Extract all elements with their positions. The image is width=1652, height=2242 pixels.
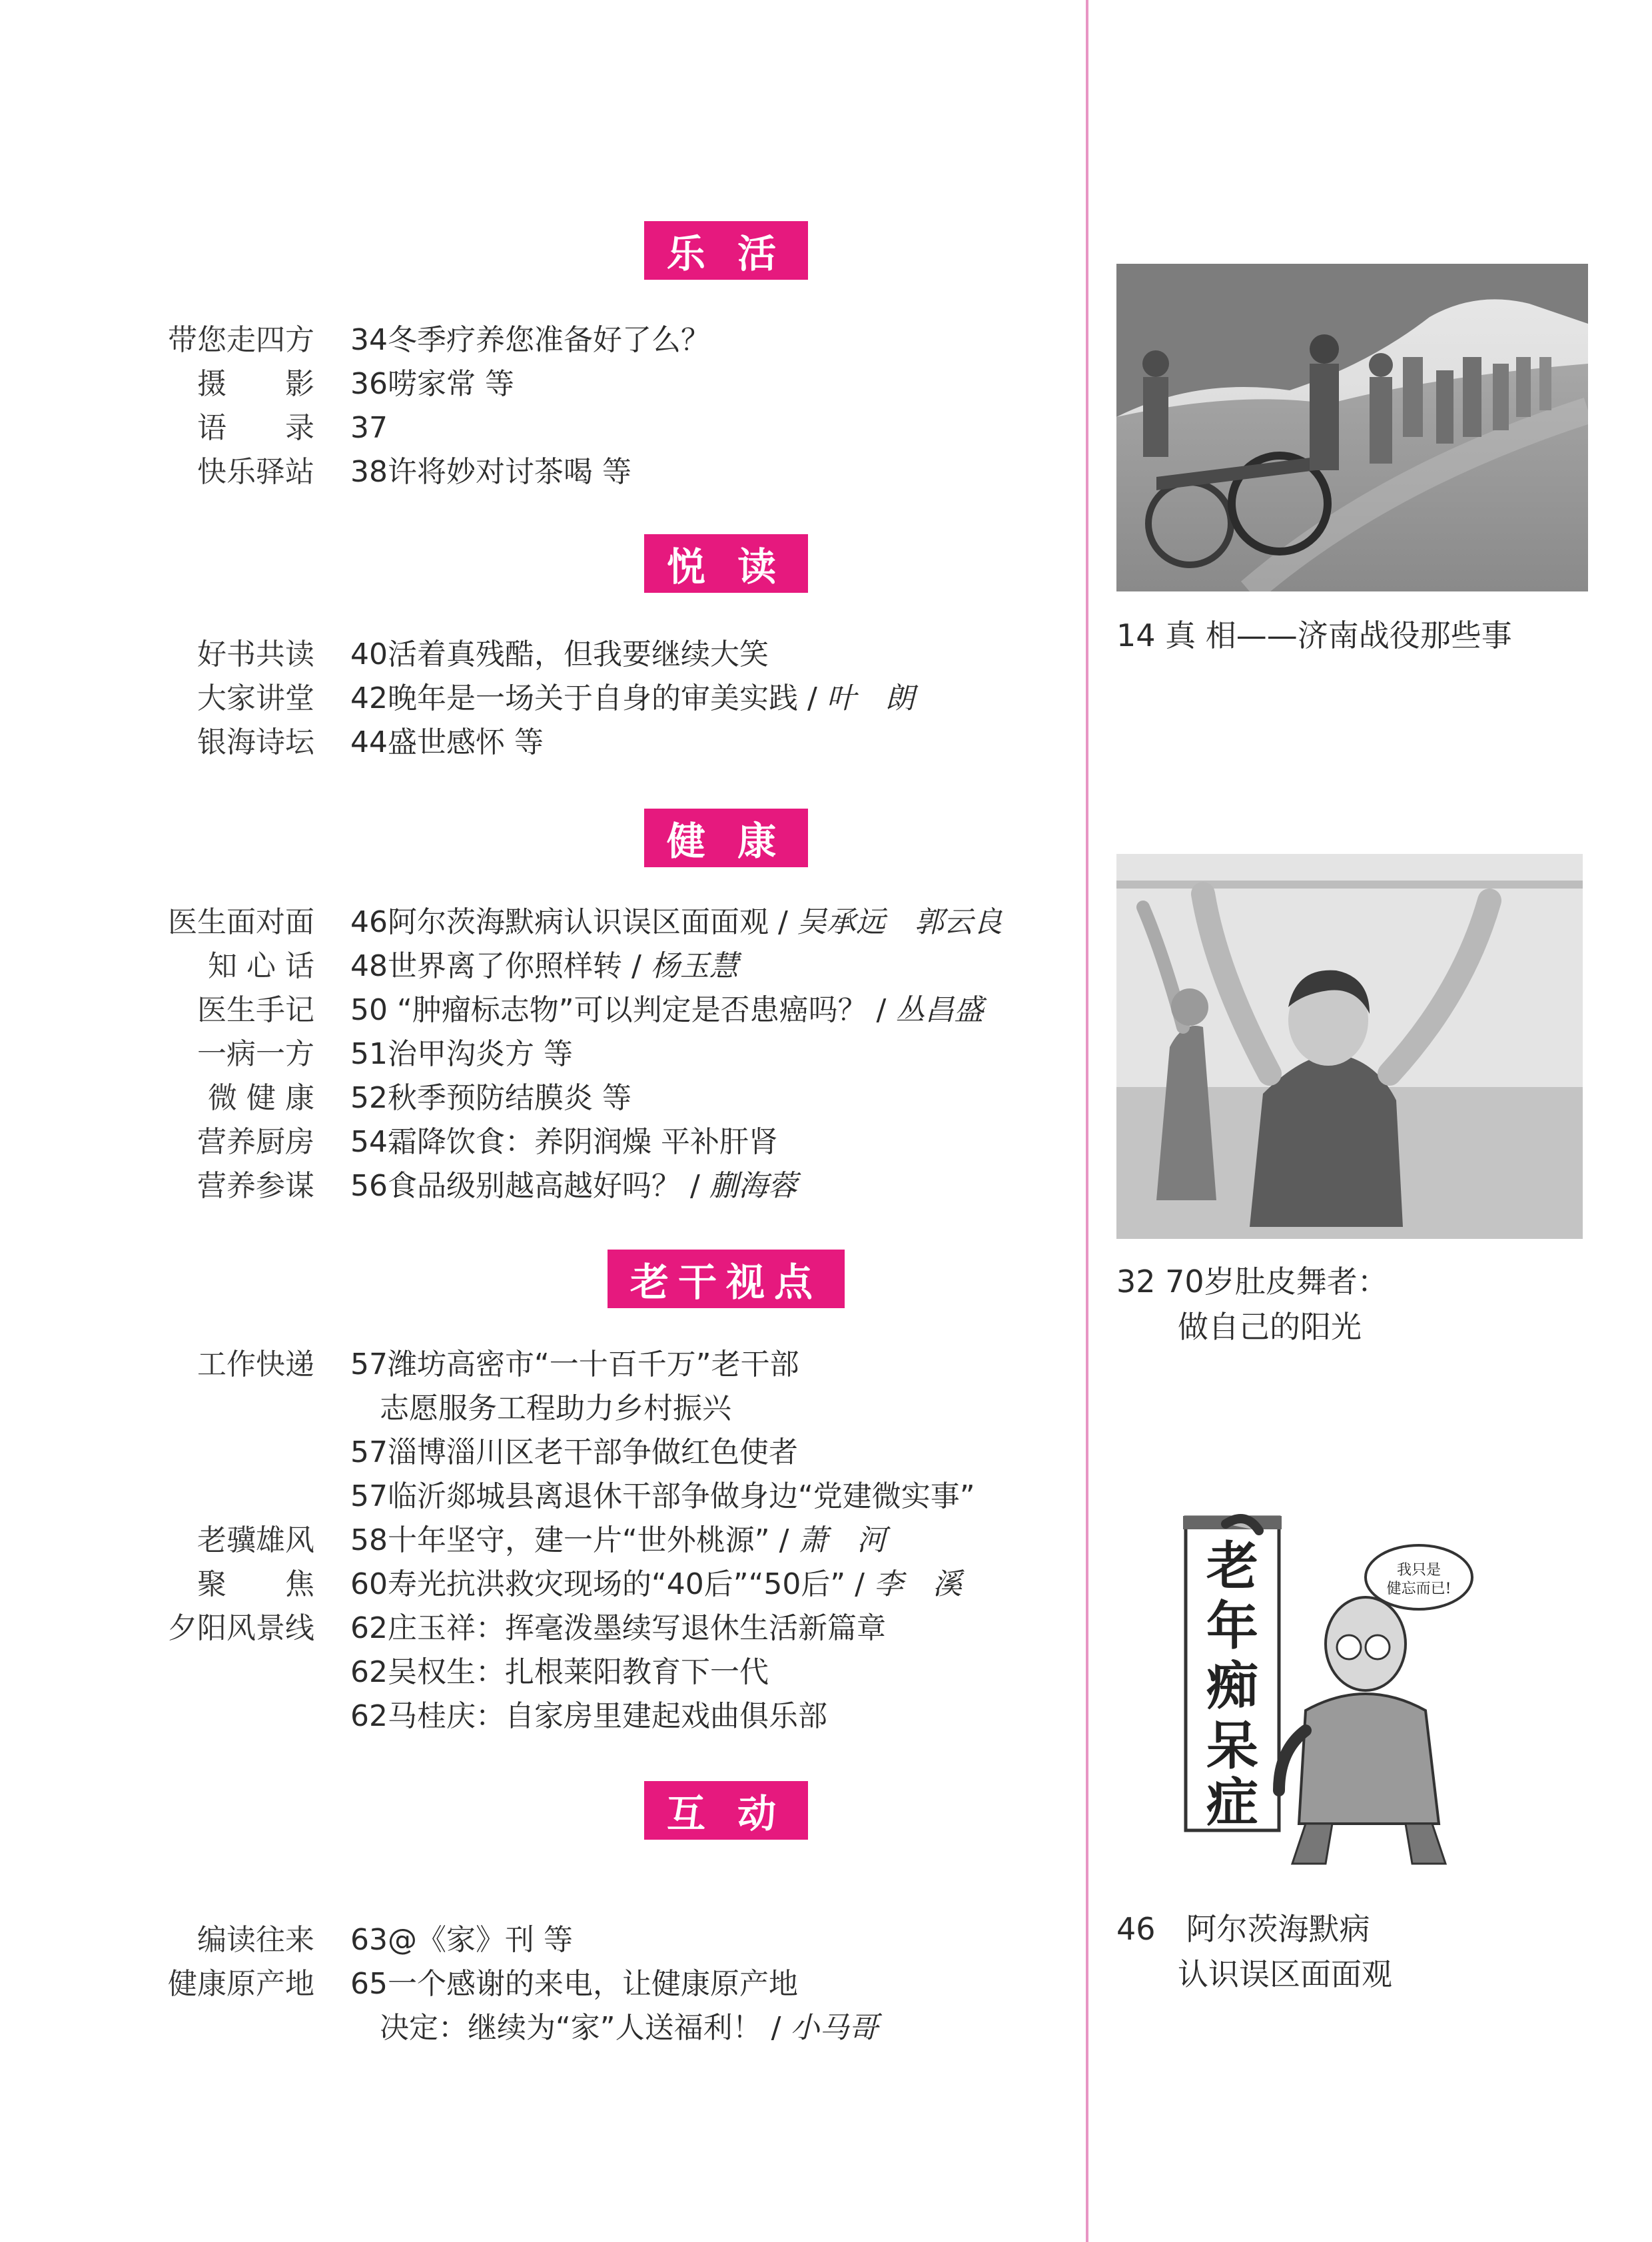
toc-row[interactable] bbox=[133, 1519, 1052, 1563]
toc-entry[interactable] bbox=[350, 1164, 797, 1208]
toc-row[interactable] bbox=[133, 1431, 1052, 1475]
caption-line: 做自己的阳光 bbox=[1116, 1309, 1362, 1345]
history-photo-illustration bbox=[1116, 264, 1588, 591]
section-header-lehuo bbox=[333, 217, 1119, 284]
toc-entry-title: 57潍坊高密市“一十百千万”老干部 bbox=[350, 1347, 799, 1381]
toc-row[interactable] bbox=[133, 944, 1052, 988]
toc-row[interactable] bbox=[133, 677, 1052, 721]
toc-entry[interactable] bbox=[350, 1120, 778, 1164]
toc-entry-title: 56食品级别越高越好吗？ / bbox=[350, 1169, 709, 1203]
toc-entry-title: 36唠家常 等 bbox=[350, 367, 514, 401]
toc-entry-title: 34冬季疗养您准备好了么？ bbox=[350, 323, 710, 357]
feature-caption-dancer[interactable] bbox=[1116, 1259, 1388, 1349]
toc-category: 银海诗坛 bbox=[197, 725, 314, 759]
toc-author: 小马哥 bbox=[790, 2011, 879, 2045]
dancer-photo-illustration bbox=[1116, 854, 1583, 1239]
toc-entry-title: 51治甲沟炎方 等 bbox=[350, 1037, 573, 1071]
toc-category: 知 心 话 bbox=[208, 949, 314, 983]
toc-row[interactable] bbox=[133, 1164, 1052, 1208]
toc-entry-title: 62吴权生：扎根莱阳教育下一代 bbox=[350, 1655, 769, 1689]
toc-row[interactable] bbox=[133, 1076, 1052, 1120]
toc-category: 医生手记 bbox=[197, 993, 314, 1027]
cartoon-scroll-text: 痴 bbox=[1206, 1656, 1259, 1716]
toc-entry-title: 57淄博淄川区老干部争做红色使者 bbox=[350, 1435, 798, 1469]
toc-row[interactable] bbox=[133, 988, 1052, 1032]
toc-category: 聚 焦 bbox=[197, 1567, 314, 1601]
toc-row[interactable] bbox=[133, 633, 1052, 677]
toc-row[interactable] bbox=[133, 1387, 1052, 1431]
toc-author: 萧 河 bbox=[798, 1523, 887, 1557]
section-title: 互 动 bbox=[644, 1781, 808, 1840]
toc-author: 杨玉慧 bbox=[650, 949, 739, 983]
toc-category: 一病一方 bbox=[197, 1037, 314, 1071]
toc-entry-title: 38许将妙对讨茶喝 等 bbox=[350, 455, 631, 489]
toc-entry[interactable] bbox=[350, 633, 769, 677]
toc-entry[interactable] bbox=[350, 901, 1003, 944]
toc-category: 老骥雄风 bbox=[197, 1523, 314, 1557]
toc-entry[interactable] bbox=[350, 1343, 799, 1387]
toc-category: 工作快递 bbox=[197, 1347, 314, 1381]
toc-entry[interactable] bbox=[350, 1475, 975, 1519]
toc-row[interactable] bbox=[133, 1032, 1052, 1076]
toc-category: 微 健 康 bbox=[208, 1081, 314, 1115]
toc-entry[interactable] bbox=[350, 1918, 573, 1962]
toc-category: 快乐驿站 bbox=[197, 455, 314, 489]
toc-entry[interactable] bbox=[350, 1519, 886, 1563]
toc-entry-title: 44盛世感怀 等 bbox=[350, 725, 544, 759]
toc-row[interactable] bbox=[133, 362, 1052, 406]
toc-category: 摄 影 bbox=[197, 367, 314, 401]
toc-entry-title: 37 bbox=[350, 411, 388, 445]
toc-entry-title: 52秋季预防结膜炎 等 bbox=[350, 1081, 631, 1115]
toc-row[interactable] bbox=[133, 2006, 1052, 2050]
toc-entry-title: 40活着真残酷，但我要继续大笑 bbox=[350, 637, 769, 671]
toc-row[interactable] bbox=[133, 450, 1052, 494]
toc-entry-title: 46阿尔茨海默病认识误区面面观 / bbox=[350, 905, 797, 939]
toc-category: 编读往来 bbox=[197, 1923, 314, 1957]
toc-entry[interactable] bbox=[350, 1387, 731, 1431]
toc-row[interactable] bbox=[133, 1962, 1052, 2006]
toc-entry[interactable] bbox=[350, 1076, 631, 1120]
toc-author: 吴承远 郭云良 bbox=[797, 905, 1003, 939]
toc-entry[interactable] bbox=[350, 1651, 769, 1694]
toc-row[interactable] bbox=[133, 1607, 1052, 1651]
toc-entry-title: 决定：继续为“家”人送福利！ / bbox=[350, 2011, 791, 2045]
feature-caption-cartoon[interactable] bbox=[1116, 1906, 1392, 1997]
bubble-text: 我只是 bbox=[1396, 1562, 1442, 1579]
toc-entry[interactable] bbox=[350, 318, 710, 362]
toc-row[interactable] bbox=[133, 406, 1052, 450]
cartoon-scroll-text: 症 bbox=[1206, 1772, 1259, 1833]
toc-category: 语 录 bbox=[197, 411, 314, 445]
toc-category: 健康原产地 bbox=[168, 1967, 314, 2001]
toc-entry[interactable] bbox=[350, 677, 915, 721]
toc-category: 带您走四方 bbox=[168, 323, 314, 357]
toc-author: 丛昌盛 bbox=[895, 993, 984, 1027]
section-header-jiankang bbox=[333, 805, 1119, 871]
toc-row[interactable] bbox=[133, 1918, 1052, 1962]
toc-entry-title: 50 “肿瘤标志物”可以判定是否患癌吗？ / bbox=[350, 993, 896, 1027]
toc-row[interactable] bbox=[133, 1343, 1052, 1387]
toc-row[interactable] bbox=[133, 901, 1052, 944]
toc-entry[interactable] bbox=[350, 1962, 798, 2006]
caption-line: 32 70岁肚皮舞者： bbox=[1116, 1264, 1388, 1300]
feature-cartoon[interactable] bbox=[1146, 1511, 1492, 1870]
toc-row[interactable] bbox=[133, 1475, 1052, 1519]
toc-row[interactable] bbox=[133, 1120, 1052, 1164]
section-header-yuedu bbox=[333, 530, 1119, 597]
feature-photo-history[interactable] bbox=[1116, 264, 1588, 591]
toc-entry-title: 65一个感谢的来电，让健康原产地 bbox=[350, 1967, 798, 2001]
toc-author: 李 溪 bbox=[873, 1567, 962, 1601]
toc-entry-title: 54霜降饮食：养阴润燥 平补肝肾 bbox=[350, 1125, 778, 1159]
toc-entry[interactable] bbox=[350, 988, 983, 1032]
toc-entry-title: 58十年坚守，建一片“世外桃源” / bbox=[350, 1523, 799, 1557]
toc-row[interactable] bbox=[133, 1694, 1052, 1738]
toc-row[interactable] bbox=[133, 1651, 1052, 1694]
toc-category: 好书共读 bbox=[197, 637, 314, 671]
toc-entry-title: 42晚年是一场关于自身的审美实践 / bbox=[350, 681, 827, 715]
feature-caption-history[interactable] bbox=[1116, 613, 1512, 658]
toc-entry[interactable] bbox=[350, 450, 631, 494]
section-header-hudong bbox=[333, 1777, 1119, 1844]
cartoon-scroll-text: 呆 bbox=[1206, 1716, 1259, 1776]
toc-entry[interactable] bbox=[350, 944, 739, 988]
toc-category: 夕阳风景线 bbox=[168, 1611, 314, 1645]
toc-entry[interactable] bbox=[350, 1032, 573, 1076]
toc-row[interactable] bbox=[133, 721, 1052, 765]
toc-entry[interactable] bbox=[350, 1607, 886, 1651]
toc-entry[interactable] bbox=[350, 406, 388, 450]
cartoon-illustration bbox=[1146, 1511, 1492, 1870]
cartoon-scroll-text: 老 bbox=[1206, 1536, 1259, 1597]
toc-entry[interactable] bbox=[350, 721, 544, 765]
toc-author: 蒯海蓉 bbox=[709, 1169, 797, 1203]
toc-category: 营养厨房 bbox=[197, 1125, 314, 1159]
section-title: 乐 活 bbox=[644, 221, 808, 280]
toc-author: 叶 朗 bbox=[826, 681, 915, 715]
caption-line: 认识误区面面观 bbox=[1116, 1956, 1392, 1992]
toc-entry[interactable] bbox=[350, 1431, 798, 1475]
bubble-text: 健忘而已! bbox=[1386, 1581, 1451, 1597]
caption-line: 46 阿尔茨海默病 bbox=[1116, 1911, 1370, 1947]
section-title: 健 康 bbox=[644, 809, 808, 867]
toc-entry[interactable] bbox=[350, 2006, 878, 2050]
toc-entry-title: 63@《家》刊 等 bbox=[350, 1923, 573, 1957]
toc-category: 营养参谋 bbox=[197, 1169, 314, 1203]
toc-entry[interactable] bbox=[350, 362, 514, 406]
toc-entry-title: 62庄玉祥：挥毫泼墨续写退休生活新篇章 bbox=[350, 1611, 886, 1645]
section-title: 悦 读 bbox=[644, 534, 808, 593]
toc-entry-title: 48世界离了你照样转 / bbox=[350, 949, 651, 983]
toc-row[interactable] bbox=[133, 1563, 1052, 1607]
cartoon-scroll-text: 年 bbox=[1206, 1596, 1259, 1657]
toc-category: 医生面对面 bbox=[168, 905, 314, 939]
toc-entry-title: 57临沂郯城县离退休干部争做身边“党建微实事” bbox=[350, 1479, 975, 1513]
toc-entry-title: 志愿服务工程助力乡村振兴 bbox=[350, 1391, 731, 1425]
section-title: 老干视点 bbox=[608, 1250, 845, 1308]
feature-photo-dancer[interactable] bbox=[1116, 854, 1583, 1239]
toc-entry-title: 60寿光抗洪救灾现场的“40后”“50后” / bbox=[350, 1567, 874, 1601]
column-divider bbox=[1086, 0, 1088, 2242]
toc-entry-title: 62马桂庆：自家房里建起戏曲俱乐部 bbox=[350, 1699, 827, 1733]
caption-line: 14 真 相——济南战役那些事 bbox=[1116, 617, 1512, 653]
toc-category: 大家讲堂 bbox=[197, 681, 314, 715]
toc-row[interactable] bbox=[133, 318, 1052, 362]
toc-entry[interactable] bbox=[350, 1563, 962, 1607]
section-header-laogan bbox=[333, 1246, 1119, 1312]
toc-entry[interactable] bbox=[350, 1694, 827, 1738]
